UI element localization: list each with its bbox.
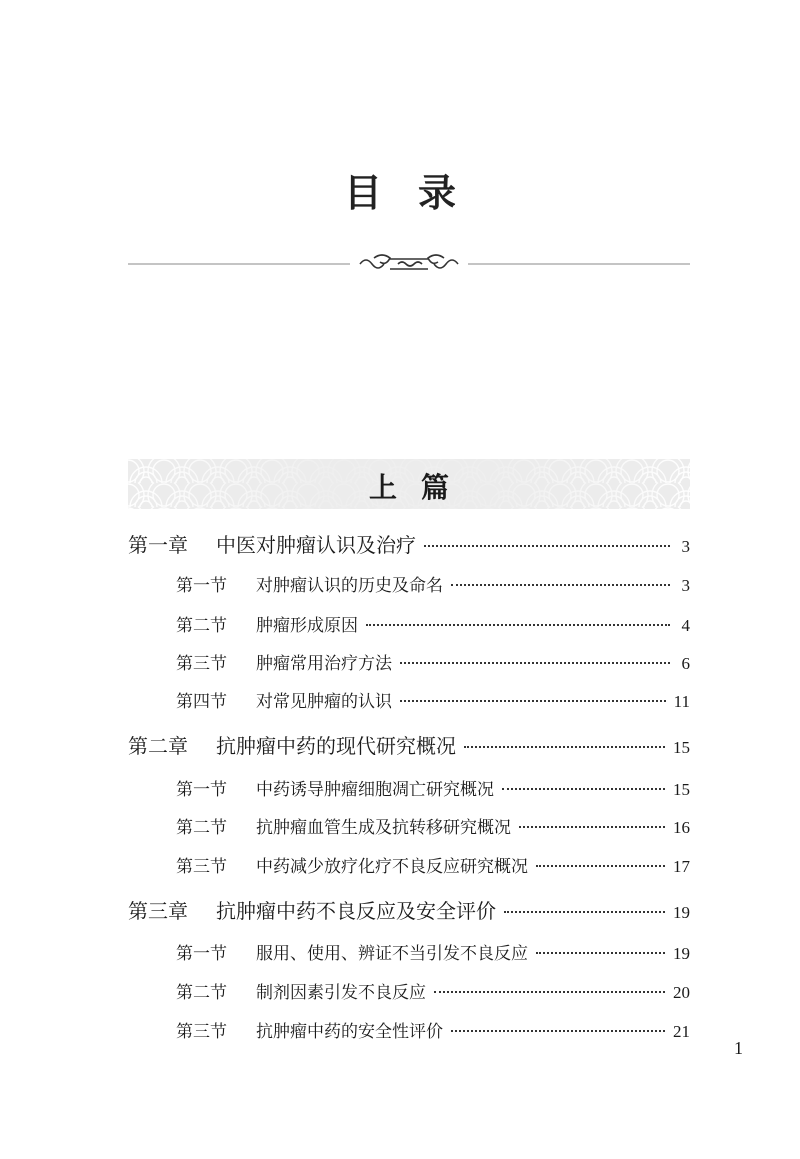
page-title: 目录 (343, 171, 492, 215)
toc-number: 第二节 (176, 983, 227, 1003)
ornamental-divider (128, 250, 690, 278)
toc-number: 第一章 (128, 533, 188, 557)
toc-section-row[interactable] (176, 686, 690, 718)
toc-section-row[interactable] (176, 938, 690, 970)
toc-page: 19 (673, 944, 690, 963)
dot-leader (400, 700, 666, 702)
toc-page: 15 (673, 738, 690, 757)
toc-number: 第三节 (176, 1022, 227, 1042)
toc-page: 4 (681, 616, 690, 635)
toc-section-row[interactable] (176, 851, 690, 883)
toc-number: 第二章 (128, 734, 188, 758)
toc-section-row[interactable] (176, 1016, 690, 1048)
toc-title: 抗肿瘤血管生成及抗转移研究概况 (256, 818, 511, 838)
toc-chapter-row[interactable] (128, 529, 690, 561)
toc-page: 20 (673, 983, 690, 1002)
toc-page: 17 (673, 857, 690, 876)
toc-page: 3 (681, 537, 690, 556)
dot-leader (536, 865, 665, 867)
toc-title: 对肿瘤认识的历史及命名 (256, 576, 443, 596)
dot-leader (434, 991, 665, 993)
toc-page: 21 (673, 1022, 690, 1041)
toc-page: 6 (681, 654, 690, 673)
dot-leader (504, 911, 665, 913)
toc-number: 第三章 (128, 899, 188, 923)
toc-title: 中医对肿瘤认识及治疗 (216, 533, 416, 557)
toc-chapter-row[interactable] (128, 730, 690, 762)
toc-section-row[interactable] (176, 774, 690, 806)
toc-title: 肿瘤形成原因 (256, 616, 358, 636)
dot-leader (366, 624, 670, 626)
dot-leader (536, 952, 665, 954)
toc-page: 16 (673, 818, 690, 837)
toc-section-row[interactable] (176, 648, 690, 680)
toc-title: 抗肿瘤中药的现代研究概况 (216, 734, 456, 758)
toc-title: 肿瘤常用治疗方法 (256, 654, 392, 674)
toc-section-row[interactable] (176, 610, 690, 642)
toc-number: 第一节 (176, 944, 227, 964)
toc-page: 3 (681, 576, 690, 595)
toc-title: 服用、使用、辨证不当引发不良反应 (256, 944, 528, 964)
toc-number: 第三节 (176, 654, 227, 674)
toc-title: 中药减少放疗化疗不良反应研究概况 (256, 857, 528, 877)
page-number: 1 (734, 1038, 743, 1058)
toc-title: 制剂因素引发不良反应 (256, 983, 426, 1003)
toc-page: 15 (673, 780, 690, 799)
toc-title: 中药诱导肿瘤细胞凋亡研究概况 (256, 780, 494, 800)
toc-number: 第一节 (176, 576, 227, 596)
dot-leader (519, 826, 665, 828)
part-title: 上篇 (368, 471, 473, 504)
part-banner (128, 459, 690, 509)
dot-leader (502, 788, 665, 790)
toc-number: 第四节 (176, 692, 227, 712)
toc-number: 第一节 (176, 780, 227, 800)
toc-title: 抗肿瘤中药的安全性评价 (256, 1022, 443, 1042)
dot-leader (451, 584, 670, 586)
toc-section-row[interactable] (176, 812, 690, 844)
toc-number: 第二节 (176, 616, 227, 636)
dot-leader (451, 1030, 665, 1032)
toc-title: 对常见肿瘤的认识 (256, 692, 392, 712)
dot-leader (464, 746, 665, 748)
dot-leader (400, 662, 670, 664)
toc-page: 11 (673, 692, 690, 711)
toc-number: 第二节 (176, 818, 227, 838)
toc-section-row[interactable] (176, 570, 690, 602)
toc-section-row[interactable] (176, 977, 690, 1009)
toc-chapter-row[interactable] (128, 895, 690, 927)
toc-page: 19 (673, 903, 690, 922)
dot-leader (424, 545, 670, 547)
toc-number: 第三节 (176, 857, 227, 877)
toc-title: 抗肿瘤中药不良反应及安全评价 (216, 899, 496, 923)
